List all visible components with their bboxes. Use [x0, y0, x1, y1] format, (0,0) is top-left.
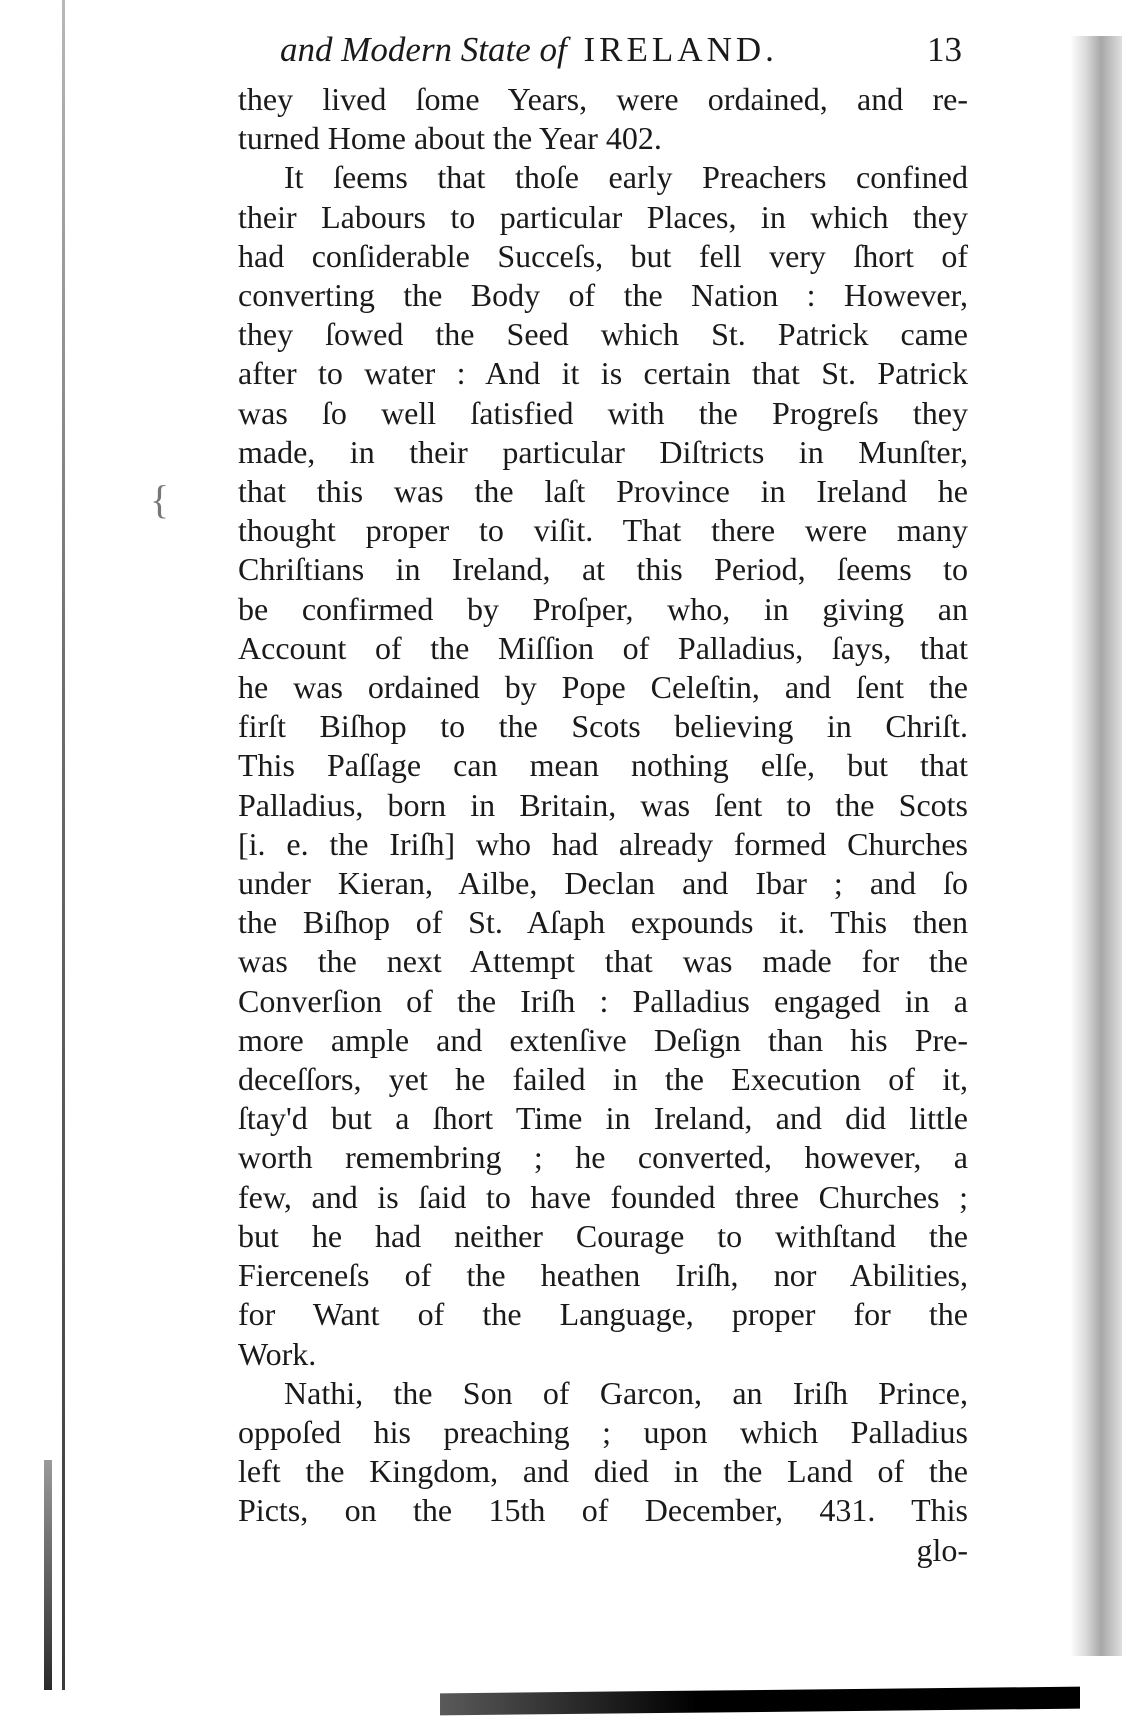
text-line: thought proper to viſit. That there were many — [238, 512, 968, 549]
text-line: their Labours to particular Places, in which they — [238, 198, 968, 235]
text-line: Fierceneſs of the heathen Iriſh, nor Abilities, — [238, 1257, 968, 1294]
text-line: It ſeems that thoſe early Preachers confined — [284, 159, 968, 196]
text-line: oppoſed his preaching ; upon which Palladius — [238, 1413, 968, 1450]
text-line: few, and is ſaid to have founded three Churches ; — [238, 1178, 968, 1215]
text-line: Account of the Miſſion of Palladius, ſays, that — [238, 629, 968, 666]
margin-mark: { — [150, 477, 170, 522]
text-line: converting the Body of the Nation : However, — [238, 277, 968, 314]
text-line: was the next Attempt that was made for the — [238, 943, 968, 980]
text-line: turned Home about the Year 402. — [238, 120, 662, 157]
text-line: made, in their particular Diſtricts in Munſter, — [238, 433, 968, 470]
text-line: deceſſors, yet he failed in the Execution of it, — [238, 1061, 968, 1098]
catchword: glo- — [916, 1531, 968, 1568]
text-line: they ſowed the Seed which St. Patrick came — [238, 316, 968, 353]
text-line: Converſion of the Iriſh : Palladius engaged in a — [238, 982, 968, 1019]
text-line: be confirmed by Proſper, who, in giving an — [238, 590, 968, 627]
text-line: had conſiderable Succeſs, but fell very ſhort of — [238, 237, 968, 274]
running-title: and Modern State of — [280, 30, 567, 69]
text-line: was ſo well ſatisfied with the Progreſs they — [238, 394, 968, 431]
bottom-edge-shadow — [440, 1687, 1080, 1716]
running-title-ireland: IRELAND. — [583, 30, 778, 69]
page-edge-left — [62, 0, 65, 1690]
text-line: Picts, on the 15th of December, 431. This — [238, 1492, 968, 1529]
text-line: after to water : And it is certain that St. Patrick — [238, 355, 968, 392]
page-edge-shadow — [44, 1460, 52, 1690]
text-line: they lived ſome Years, were ordained, and re- — [238, 81, 968, 117]
text-line: Palladius, born in Britain, was ſent to the Scots — [238, 786, 968, 823]
body-text — [238, 80, 968, 1570]
text-line: [i. e. the Iriſh] who had already formed Churches — [238, 825, 968, 862]
text-line: Work. — [238, 1335, 317, 1372]
text-line: but he had neither Courage to withſtand the — [238, 1217, 968, 1254]
page-edge-right — [1070, 36, 1122, 1656]
text-line: the Biſhop of St. Aſaph expounds it. This then — [238, 904, 968, 941]
text-line: Nathi, the Son of Garcon, an Iriſh Prince, — [284, 1374, 968, 1411]
text-line: firſt Biſhop to the Scots believing in Chriſt. — [238, 708, 968, 745]
page-number: 13 — [927, 30, 962, 69]
text-line: he was ordained by Pope Celeſtin, and ſent the — [238, 669, 968, 706]
running-header — [280, 30, 980, 70]
text-line: Chriſtians in Ireland, at this Period, ſeems to — [238, 551, 968, 588]
text-line: that this was the laſt Province in Ireland he — [238, 473, 968, 510]
text-line: more ample and extenſive Deſign than his Pre- — [238, 1021, 968, 1058]
text-line: worth remembring ; he converted, however, a — [238, 1139, 968, 1176]
text-line: left the Kingdom, and died in the Land of the — [238, 1453, 968, 1490]
text-line: for Want of the Language, proper for the — [238, 1296, 968, 1333]
text-line: This Paſſage can mean nothing elſe, but that — [238, 747, 968, 784]
text-line: ſtay'd but a ſhort Time in Ireland, and did little — [238, 1100, 968, 1137]
text-line: under Kieran, Ailbe, Declan and Ibar ; and ſo — [238, 865, 968, 902]
